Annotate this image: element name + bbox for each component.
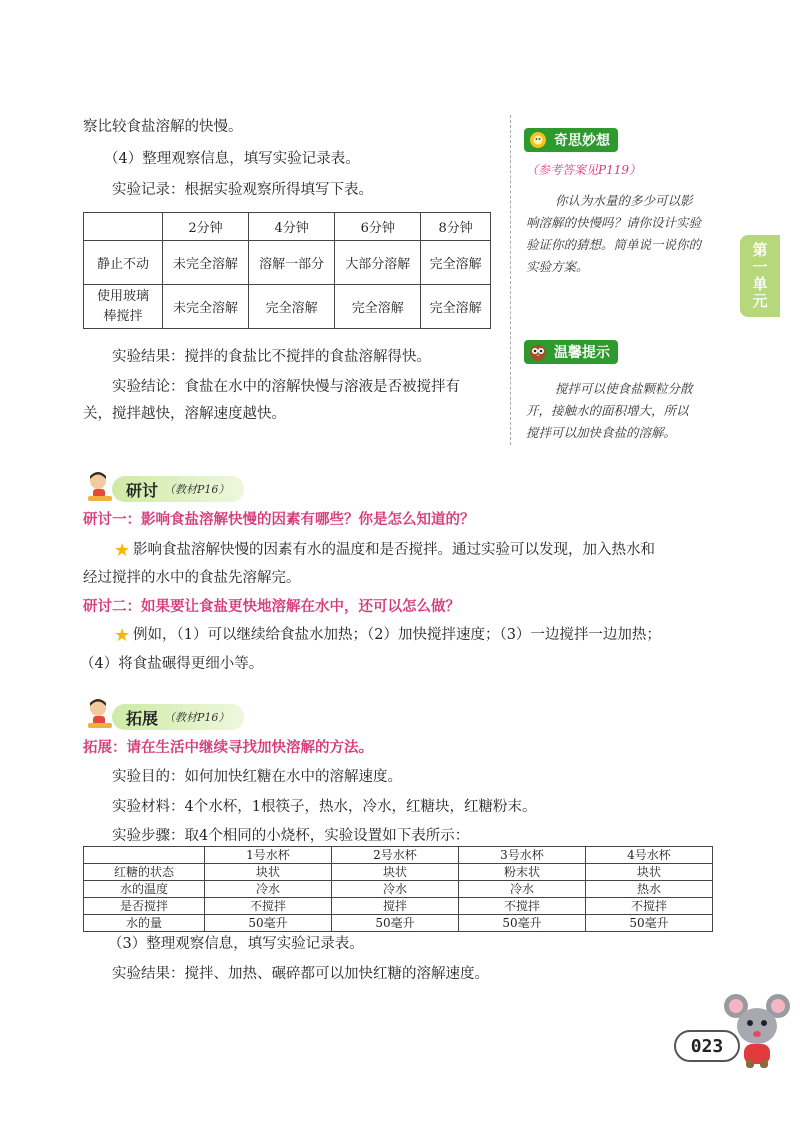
table-cell: 热水 (586, 881, 713, 898)
tip-badge-label: 温馨提示 (554, 345, 610, 361)
table-cell: 静止不动 (84, 241, 163, 285)
table-cell (84, 213, 163, 241)
table-cell: 完全溶解 (249, 285, 335, 329)
table-row (84, 898, 713, 915)
table-cell: 不搅拌 (586, 898, 713, 915)
discuss-title: 研讨 (126, 480, 159, 500)
text-line: 实验目的：如何加快红糖在水中的溶解速度。 (112, 769, 402, 785)
table-cell: 块状 (332, 864, 459, 881)
table-cell: 2分钟 (163, 213, 249, 241)
table-cell: 粉末状 (459, 864, 586, 881)
table-cell (84, 847, 205, 864)
table-cell: 4号水杯 (586, 847, 713, 864)
table-cell: 50毫升 (332, 915, 459, 932)
table-cell: 8分钟 (421, 213, 491, 241)
table-row (84, 285, 491, 329)
text-line: （4）整理观察信息，填写实验记录表。 (104, 151, 360, 167)
discuss-answer: 例如，（1）可以继续给食盐水加热；（2）加快搅拌速度；（3）一边搅拌一边加热； (133, 627, 661, 643)
think-line: 你认为水量的多少可以影 (555, 193, 693, 208)
tip-line: 开，接触水的面积增大，所以 (526, 403, 689, 418)
tip-badge (524, 340, 618, 364)
text-line: 实验记录：根据实验观察所得填写下表。 (112, 182, 373, 198)
think-badge-label: 奇思妙想 (554, 133, 610, 149)
owl-icon (527, 342, 549, 362)
extend-header (112, 704, 244, 730)
discuss-answer: 经过搅拌的水中的食盐先溶解完。 (83, 570, 301, 586)
unit-tab: 第一单元 (740, 235, 780, 317)
table-cell: 未完全溶解 (163, 285, 249, 329)
text-line: 实验材料：4个水杯，1根筷子，热水，冷水，红糖块，红糖粉末。 (112, 799, 537, 815)
table-cell: 50毫升 (586, 915, 713, 932)
text-line: 实验步骤：取4个相同的小烧杯，实验设置如下表所示： (112, 828, 470, 844)
star-icon: ★ (114, 625, 131, 646)
flower-icon (527, 130, 549, 150)
discuss-question: 研讨二：如果要让食盐更快地溶解在水中，还可以怎么做？ (83, 598, 460, 615)
tip-line: 搅拌可以使食盐颗粒分散 (555, 381, 693, 396)
table-header-row (84, 213, 491, 241)
table-cell: 冷水 (205, 881, 332, 898)
table-cell: 红糖的状态 (84, 864, 205, 881)
extend-title: 拓展 (126, 708, 159, 728)
table-row (84, 241, 491, 285)
think-line: 实验方案。 (526, 259, 589, 274)
think-line: 验证你的猜想。简单说一说你的 (526, 237, 702, 252)
text-line: 察比较食盐溶解的快慢。 (83, 119, 243, 135)
tip-line: 搅拌可以加快食盐的溶解。 (526, 425, 677, 440)
text-line: （3）整理观察信息，填写实验记录表。 (108, 936, 364, 952)
table-cell: 冷水 (332, 881, 459, 898)
table-cell: 50毫升 (459, 915, 586, 932)
table-cell: 完全溶解 (421, 285, 491, 329)
table-cell: 使用玻璃棒搅拌 (84, 285, 163, 329)
think-line: 响溶解的快慢吗？请你设计实验 (526, 215, 702, 230)
table-header-row (84, 847, 713, 864)
discuss-question: 研讨一：影响食盐溶解快慢的因素有哪些？你是怎么知道的？ (83, 511, 475, 528)
table-cell: 6分钟 (335, 213, 421, 241)
text-line: 实验结果：搅拌、加热、碾碎都可以加快红糖的溶解速度。 (112, 966, 489, 982)
sidebar-divider (510, 115, 511, 445)
text-line: 实验结果：搅拌的食盐比不搅拌的食盐溶解得快。 (112, 349, 431, 365)
table-cell: 水的量 (84, 915, 205, 932)
extend-ref: （教材P16） (164, 711, 230, 724)
discuss-answer: （4）将食盐碾得更细小等。 (80, 656, 264, 672)
star-icon: ★ (114, 540, 131, 561)
discuss-header (112, 476, 244, 502)
table-row (84, 881, 713, 898)
record-table (83, 212, 491, 329)
answer-ref: （参考答案见P119） (526, 163, 641, 177)
table-cell: 1号水杯 (205, 847, 332, 864)
table-cell: 3号水杯 (459, 847, 586, 864)
table-cell: 2号水杯 (332, 847, 459, 864)
text-line: 实验结论：食盐在水中的溶解快慢与溶液是否被搅拌有 (112, 379, 460, 395)
table-row (84, 864, 713, 881)
think-badge (524, 128, 618, 152)
table-cell: 是否搅拌 (84, 898, 205, 915)
discuss-ref: （教材P16） (164, 483, 230, 496)
table-cell: 4分钟 (249, 213, 335, 241)
table-cell: 搅拌 (332, 898, 459, 915)
discuss-answer: 影响食盐溶解快慢的因素有水的温度和是否搅拌。通过实验可以发现，加入热水和 (133, 542, 655, 558)
table-cell: 块状 (205, 864, 332, 881)
table-cell: 水的温度 (84, 881, 205, 898)
table-cell: 未完全溶解 (163, 241, 249, 285)
extend-question: 拓展：请在生活中继续寻找加快溶解的方法。 (83, 739, 373, 756)
table-cell: 完全溶解 (335, 285, 421, 329)
table-row (84, 915, 713, 932)
table-cell: 完全溶解 (421, 241, 491, 285)
table-cell: 不搅拌 (205, 898, 332, 915)
table-cell: 冷水 (459, 881, 586, 898)
setup-table (83, 846, 713, 932)
table-cell: 不搅拌 (459, 898, 586, 915)
table-cell: 块状 (586, 864, 713, 881)
text-line: 关，搅拌越快，溶解速度越快。 (83, 406, 286, 422)
table-cell: 大部分溶解 (335, 241, 421, 285)
table-cell: 50毫升 (205, 915, 332, 932)
table-cell: 溶解一部分 (249, 241, 335, 285)
page-number: 023 (674, 1030, 740, 1062)
